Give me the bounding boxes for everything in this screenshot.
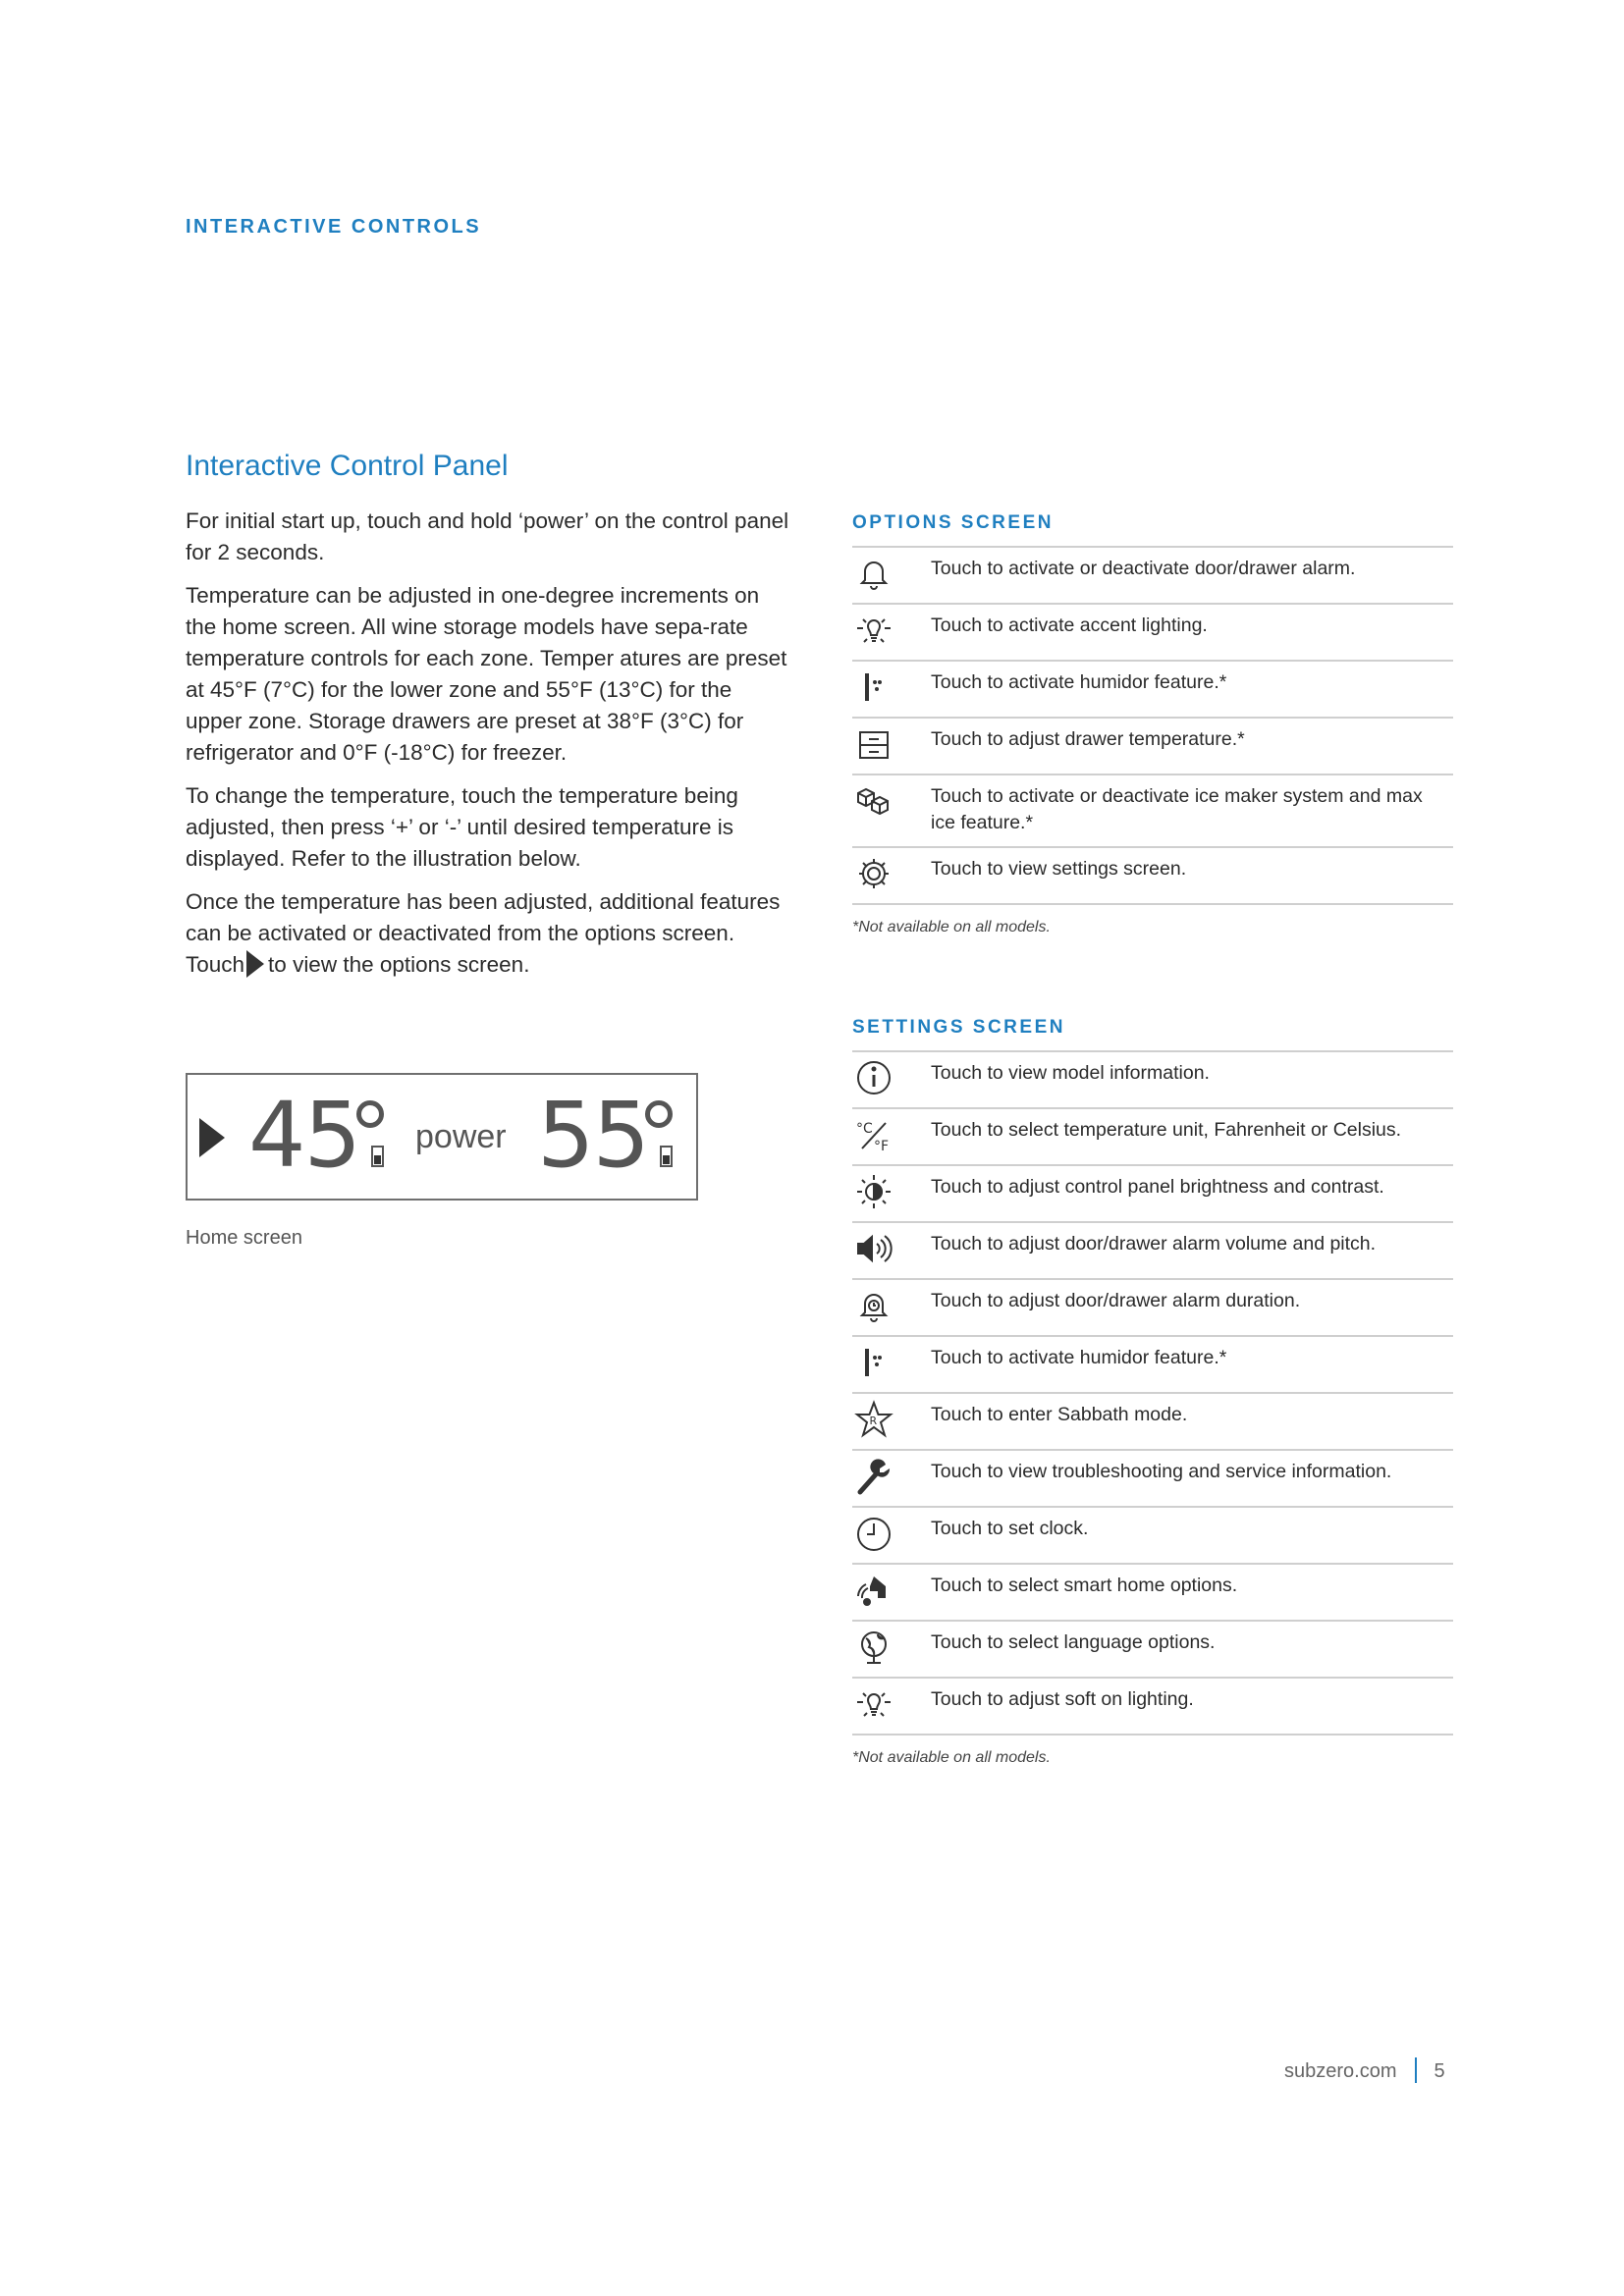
- home-screen-caption: Home screen: [186, 1227, 302, 1249]
- lower-zone-temp: 45: [248, 1083, 360, 1188]
- page-number: 5: [1434, 2060, 1445, 2082]
- upper-zone-temp: 55: [537, 1083, 649, 1188]
- alarm-duration-icon: [854, 1286, 893, 1325]
- settings-row: Touch to activate humidor feature.*: [852, 1335, 1453, 1392]
- drawer-icon: [854, 724, 893, 764]
- settings-row: Touch to view model information.: [852, 1050, 1453, 1107]
- clock-icon: [854, 1514, 893, 1553]
- options-row: Touch to activate or deactivate ice maker system and max ice feature.*: [852, 774, 1453, 846]
- settings-row: Touch to adjust control panel brightness and contrast.: [852, 1164, 1453, 1221]
- page-footer: [1284, 2057, 1445, 2083]
- settings-row: Touch to adjust soft on lighting.: [852, 1677, 1453, 1734]
- page-title: Interactive Control Panel: [186, 450, 509, 482]
- footer-website: subzero.com: [1284, 2060, 1397, 2082]
- options-row: Touch to adjust drawer temperature.*: [852, 717, 1453, 774]
- settings-row: Touch to select smart home options.: [852, 1563, 1453, 1620]
- settings-table: [852, 1017, 1453, 1767]
- ice-cubes-icon: [854, 781, 893, 821]
- paragraph-temperature: Temperature can be adjusted in one-degree increments on the home screen. All wine storage models have sepa-rate temperature controls for each zone. Temper atures are preset at 45°F (7°C) for the lower zone and 55°F (13°C) for the upper zone. Storage drawers are preset at 38°F (3°C) for refrigerator and 0°F (-18°C) for freezer.: [186, 583, 787, 765]
- power-label: power: [415, 1118, 507, 1155]
- humidor-icon: [854, 667, 893, 707]
- bell-icon: [854, 554, 893, 593]
- settings-row: Touch to adjust door/drawer alarm duration.: [852, 1278, 1453, 1335]
- options-text-a: Once the temperature has been adjusted, additional features can be activated or deactivated from the options screen. Touch: [186, 889, 781, 977]
- settings-footnote: *Not available on all models.: [852, 1749, 1051, 1766]
- play-arrow-icon: [246, 950, 264, 978]
- options-row: Touch to activate humidor feature.*: [852, 660, 1453, 717]
- paragraph-options: [186, 886, 794, 981]
- paragraph-change-temp: To change the temperature, touch the temperature being adjusted, then press ‘+’ or ‘-’ until desired temperature is displayed. Refer to the illustration below.: [186, 783, 738, 871]
- zone-indicator-icon: [371, 1146, 384, 1167]
- settings-row: Touch to set clock.: [852, 1506, 1453, 1563]
- settings-row: Touch to view troubleshooting and service information.: [852, 1449, 1453, 1506]
- options-footnote: *Not available on all models.: [852, 919, 1051, 935]
- wrench-icon: [854, 1457, 893, 1496]
- options-arrow-icon: [199, 1118, 225, 1157]
- options-table: [852, 512, 1453, 936]
- paragraph-power: For initial start up, touch and hold ‘power’ on the control panel for 2 seconds.: [186, 508, 789, 564]
- brightness-icon: [854, 1172, 893, 1211]
- footer-divider: [1415, 2057, 1417, 2083]
- humidor-icon: [854, 1343, 893, 1382]
- degree-icon: [645, 1100, 673, 1128]
- options-row: Touch to activate accent lighting.: [852, 603, 1453, 660]
- svg-text:°C: °C: [856, 1121, 873, 1137]
- settings-heading: SETTINGS SCREEN: [852, 1017, 1065, 1038]
- options-heading: OPTIONS SCREEN: [852, 512, 1054, 533]
- section-header: INTERACTIVE CONTROLS: [186, 216, 482, 238]
- temperature-unit-icon: [854, 1115, 893, 1154]
- svg-text:R: R: [869, 1415, 878, 1427]
- light-bulb-icon: [854, 611, 893, 650]
- speaker-icon: [854, 1229, 893, 1268]
- settings-row: Touch to adjust door/drawer alarm volume and pitch.: [852, 1221, 1453, 1278]
- options-row: Touch to activate or deactivate door/drawer alarm.: [852, 546, 1453, 603]
- smart-home-icon: [854, 1571, 893, 1610]
- zone-indicator-icon: [660, 1146, 673, 1167]
- gear-icon: [854, 854, 893, 893]
- degree-icon: [356, 1100, 384, 1128]
- intro-text: [186, 506, 794, 992]
- home-screen-illustration: [186, 1073, 698, 1201]
- light-bulb-icon: [854, 1684, 893, 1724]
- globe-icon: [854, 1628, 893, 1667]
- settings-row: Touch to select language options.: [852, 1620, 1453, 1677]
- info-icon: [854, 1058, 893, 1097]
- settings-row: °C °F Touch to select temperature unit, Fahrenheit or Celsius.: [852, 1107, 1453, 1164]
- options-row: Touch to view settings screen.: [852, 846, 1453, 903]
- sabbath-star-icon: [854, 1400, 893, 1439]
- settings-row: R Touch to enter Sabbath mode.: [852, 1392, 1453, 1449]
- svg-text:°F: °F: [874, 1139, 890, 1154]
- options-text-b: to view the options screen.: [268, 952, 530, 977]
